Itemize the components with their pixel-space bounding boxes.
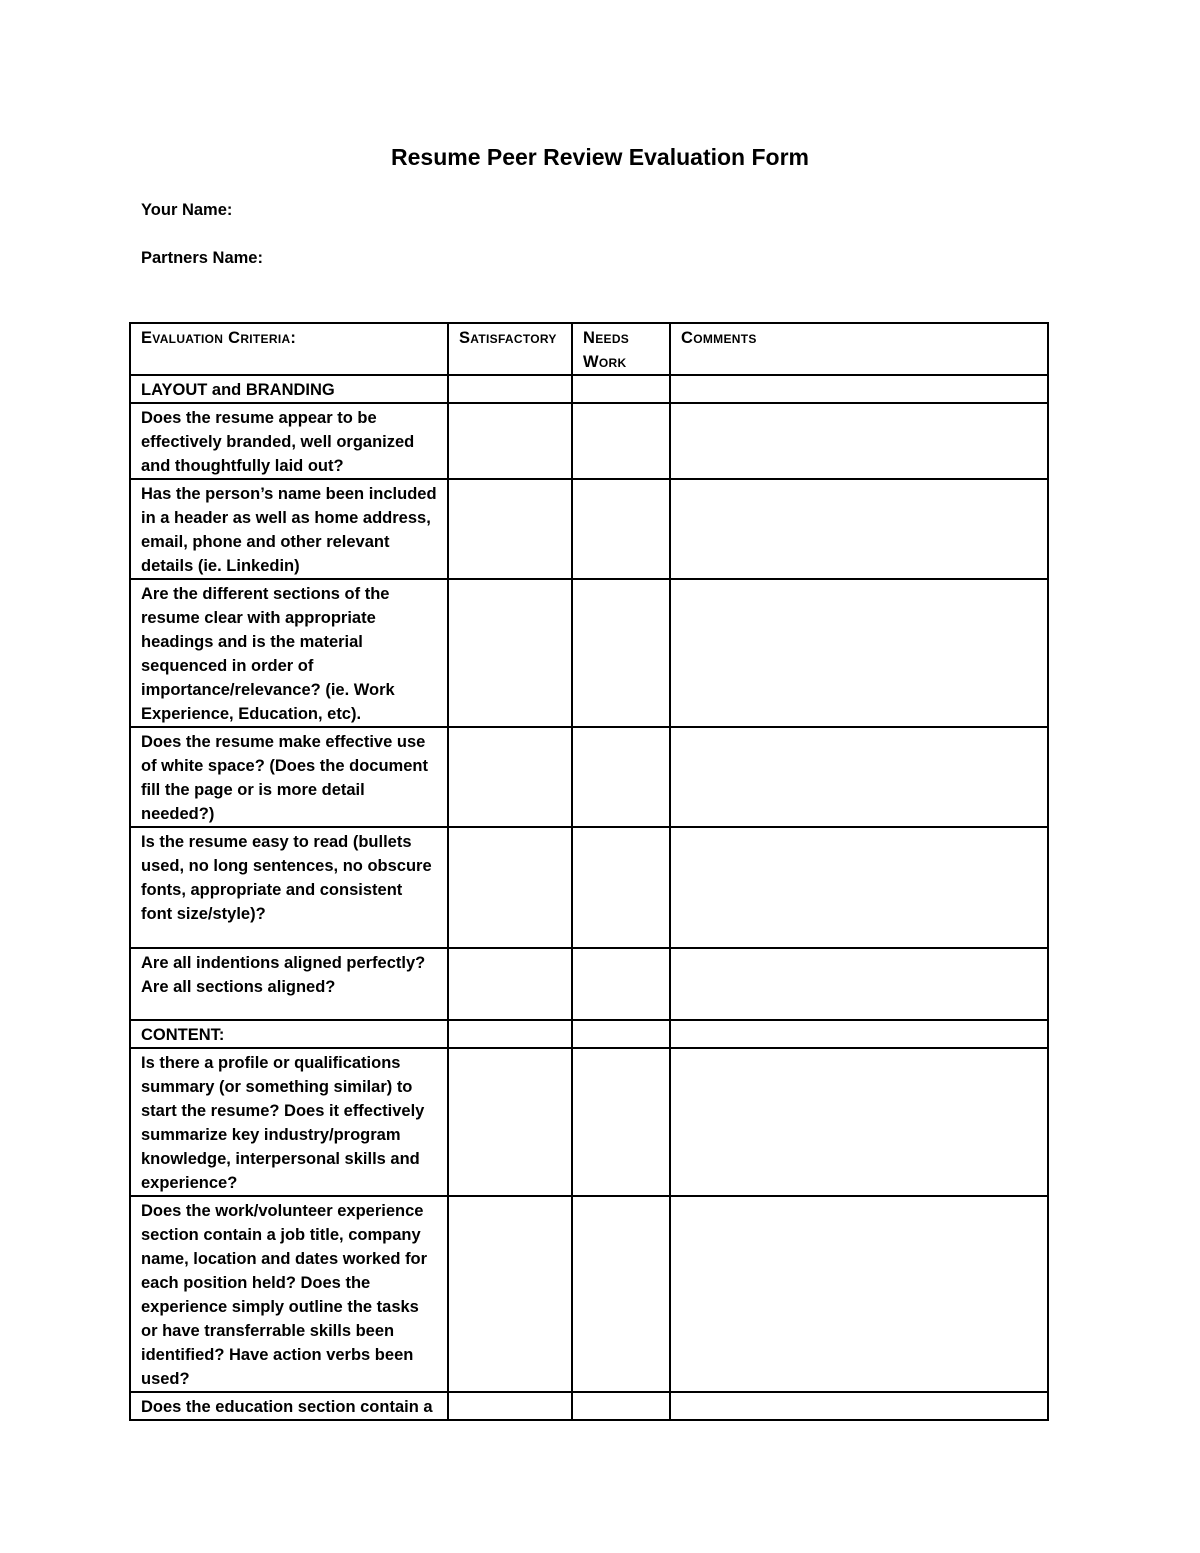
page-title: Resume Peer Review Evaluation Form (391, 144, 809, 170)
section-row-layout (130, 375, 1048, 403)
criteria-text: Are all indentions aligned perfectly? Are all sections aligned? (130, 948, 448, 1020)
comments-cell[interactable] (670, 1048, 1048, 1196)
criteria-text: Does the resume make effective use of white space? (Does the document fill the page or is more detail needed?) (130, 727, 448, 827)
section-layout-branding: LAYOUT and BRANDING (130, 375, 448, 403)
needs-work-cell[interactable] (572, 1020, 670, 1048)
criteria-text: Is there a profile or qualifications summary (or something similar) to start the resume? Does it effectively summarize key industry/program knowledge, interpersonal skills and experience? (130, 1048, 448, 1196)
table-row (130, 1392, 1048, 1420)
partners-name-label: Partners Name: (141, 249, 263, 267)
comments-cell[interactable] (670, 1392, 1048, 1420)
satisfactory-cell[interactable] (448, 827, 572, 948)
needs-work-cell[interactable] (572, 1392, 670, 1420)
needs-work-cell[interactable] (572, 1048, 670, 1196)
satisfactory-cell[interactable] (448, 1196, 572, 1392)
satisfactory-cell[interactable] (448, 403, 572, 479)
section-content: CONTENT: (130, 1020, 448, 1048)
comments-cell[interactable] (670, 1196, 1048, 1392)
criteria-text: Does the education section contain a (130, 1392, 448, 1420)
evaluation-table (129, 322, 1049, 1421)
comments-cell[interactable] (670, 403, 1048, 479)
criteria-text: Is the resume easy to read (bullets used, no long sentences, no obscure fonts, appropriate and consistent font size/style)? (130, 827, 448, 948)
comments-cell[interactable] (670, 1020, 1048, 1048)
needs-work-cell[interactable] (572, 948, 670, 1020)
needs-work-cell[interactable] (572, 579, 670, 727)
satisfactory-cell[interactable] (448, 1392, 572, 1420)
section-row-content (130, 1020, 1048, 1048)
your-name-label: Your Name: (141, 201, 233, 219)
table-row (130, 1196, 1048, 1392)
table-header-row (130, 323, 1048, 375)
criteria-text: Are the different sections of the resume clear with appropriate headings and is the material sequenced in order of importance/relevance? (ie. Work Experience, Education, etc). (130, 579, 448, 727)
criteria-text: Does the work/volunteer experience section contain a job title, company name, location and dates worked for each position held? Does the experience simply outline the tasks or have transferrable skills been identified? Have action verbs been used? (130, 1196, 448, 1392)
header-needs-work: Needs Work (572, 323, 670, 375)
comments-cell[interactable] (670, 375, 1048, 403)
comments-cell[interactable] (670, 479, 1048, 579)
needs-work-cell[interactable] (572, 403, 670, 479)
criteria-text: Has the person’s name been included in a header as well as home address, email, phone and other relevant details (ie. Linkedin) (130, 479, 448, 579)
satisfactory-cell[interactable] (448, 727, 572, 827)
satisfactory-cell[interactable] (448, 948, 572, 1020)
criteria-text: Does the resume appear to be effectively branded, well organized and thoughtfully laid out? (130, 403, 448, 479)
satisfactory-cell[interactable] (448, 1048, 572, 1196)
table-row (130, 403, 1048, 479)
table-row (130, 1048, 1048, 1196)
comments-cell[interactable] (670, 948, 1048, 1020)
header-evaluation-criteria: Evaluation Criteria: (130, 323, 448, 375)
needs-work-cell[interactable] (572, 827, 670, 948)
needs-work-cell[interactable] (572, 479, 670, 579)
header-comments: Comments (670, 323, 1048, 375)
comments-cell[interactable] (670, 579, 1048, 727)
satisfactory-cell[interactable] (448, 479, 572, 579)
comments-cell[interactable] (670, 827, 1048, 948)
needs-work-cell[interactable] (572, 727, 670, 827)
satisfactory-cell[interactable] (448, 375, 572, 403)
comments-cell[interactable] (670, 727, 1048, 827)
satisfactory-cell[interactable] (448, 579, 572, 727)
table-row (130, 579, 1048, 727)
table-row (130, 479, 1048, 579)
satisfactory-cell[interactable] (448, 1020, 572, 1048)
table-row (130, 727, 1048, 827)
needs-work-cell[interactable] (572, 1196, 670, 1392)
header-satisfactory: Satisfactory (448, 323, 572, 375)
table-row (130, 827, 1048, 948)
needs-work-cell[interactable] (572, 375, 670, 403)
table-row (130, 948, 1048, 1020)
